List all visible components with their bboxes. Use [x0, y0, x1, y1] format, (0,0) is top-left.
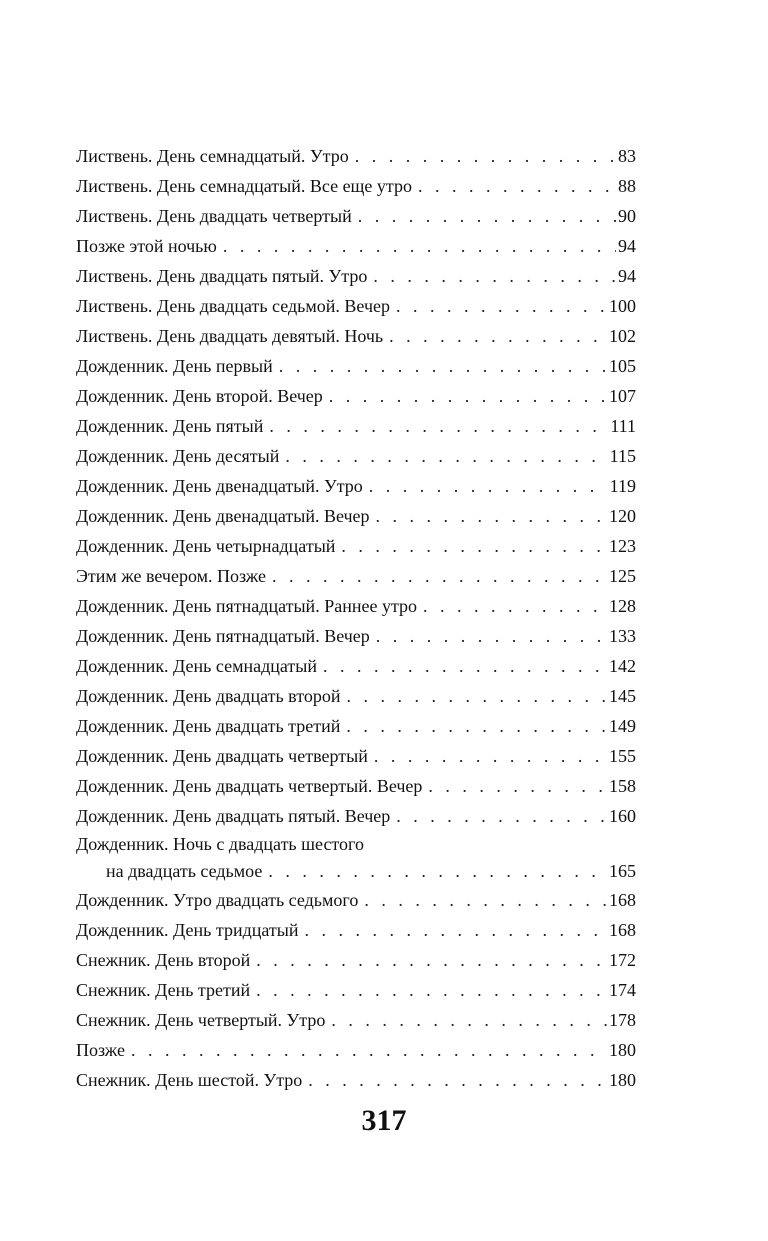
toc-entry-title: Листвень. День семнадцатый. Утро	[76, 146, 349, 166]
toc-entry-page: 115	[609, 446, 636, 466]
dot-leader	[389, 321, 607, 351]
toc-entry-title: Снежник. День шестой. Утро	[76, 1070, 303, 1090]
toc-entry-title: Дожденник. День двенадцатый. Утро	[76, 476, 363, 496]
toc-entry-page: 133	[609, 626, 636, 646]
toc-entry-page: 180	[609, 1040, 636, 1060]
toc-entry	[76, 975, 636, 1005]
toc-entry	[76, 915, 636, 945]
dot-leader	[285, 441, 607, 471]
toc-entry-page: 125	[609, 566, 636, 586]
toc-entry	[76, 801, 636, 831]
toc-entry-page: 105	[609, 356, 636, 376]
toc-entry-page: 160	[609, 806, 636, 826]
toc-entry-title: Листвень. День двадцать пятый. Утро	[76, 266, 368, 286]
toc-entry	[76, 711, 636, 741]
dot-leader	[256, 945, 607, 975]
toc-entry	[76, 291, 636, 321]
toc-entry	[76, 1065, 636, 1095]
toc-entry-title: Снежник. День третий	[76, 980, 251, 1000]
toc-entry-page: 174	[609, 980, 636, 1000]
toc-entry	[76, 441, 636, 471]
toc-entry-title: Дожденник. День десятый	[76, 446, 280, 466]
dot-leader	[364, 885, 607, 915]
toc-entry-title: Дожденник. День двадцать четвертый. Вечер	[76, 776, 423, 796]
toc-entry-page: 119	[609, 476, 636, 496]
dot-leader	[341, 531, 607, 561]
dot-leader	[131, 1035, 607, 1065]
toc-entry-page: 128	[609, 596, 636, 616]
toc-entry	[76, 831, 636, 885]
dot-leader	[369, 471, 608, 501]
toc-entry	[76, 201, 636, 231]
toc-entry-title: Дожденник. День двадцать второй	[76, 686, 341, 706]
dot-leader	[323, 651, 607, 681]
dot-leader	[279, 351, 607, 381]
toc-entry	[76, 231, 636, 261]
toc-entry	[76, 591, 636, 621]
dot-leader	[428, 771, 607, 801]
toc-entry-page: 83	[618, 146, 636, 166]
toc-entry-page: 149	[609, 716, 636, 736]
dot-leader	[331, 1005, 607, 1035]
toc-entry-title: Дожденник. Ночь с двадцать шестого	[76, 834, 364, 854]
toc-entry-page: 94	[618, 266, 636, 286]
toc-entry-page: 94	[618, 236, 636, 256]
toc-entry-page: 90	[618, 206, 636, 226]
toc-entry-page: 123	[609, 536, 636, 556]
table-of-contents	[76, 141, 636, 1095]
toc-entry	[76, 945, 636, 975]
toc-entry-title: Дожденник. День пятнадцатый. Раннее утро	[76, 596, 418, 616]
toc-entry	[76, 321, 636, 351]
dot-leader	[396, 801, 607, 831]
toc-entry	[76, 651, 636, 681]
dot-leader	[423, 591, 607, 621]
toc-entry-title: Дожденник. День четырнадцатый	[76, 536, 336, 556]
dot-leader	[418, 171, 616, 201]
toc-entry	[76, 171, 636, 201]
toc-entry-title: Дожденник. День пятнадцатый. Вечер	[76, 626, 370, 646]
dot-leader	[358, 201, 616, 231]
dot-leader	[347, 681, 608, 711]
toc-entry-title: Дожденник. День второй. Вечер	[76, 386, 323, 406]
toc-entry-page: 172	[609, 950, 636, 970]
toc-entry-page: 155	[609, 746, 636, 766]
dot-leader	[346, 711, 607, 741]
dot-leader	[396, 291, 607, 321]
toc-entry-page: 120	[609, 506, 636, 526]
toc-entry-page: 88	[618, 176, 636, 196]
dot-leader	[272, 561, 607, 591]
dot-leader	[305, 915, 607, 945]
toc-entry-page: 165	[609, 861, 636, 881]
toc-entry	[76, 1005, 636, 1035]
toc-entry-title: Листвень. День семнадцатый. Все еще утро	[76, 176, 412, 196]
toc-entry-page: 180	[609, 1070, 636, 1090]
toc-entry-title-continued: на двадцать седьмое	[106, 861, 263, 881]
toc-entry	[76, 351, 636, 381]
toc-entry	[76, 411, 636, 441]
toc-entry-page: 107	[609, 386, 636, 406]
toc-entry-page: 145	[609, 686, 636, 706]
toc-entry	[76, 501, 636, 531]
toc-entry-title: Листвень. День двадцать девятый. Ночь	[76, 326, 384, 346]
toc-entry-title: Дожденник. День двадцать четвертый	[76, 746, 368, 766]
dot-leader	[269, 411, 608, 441]
toc-entry	[76, 771, 636, 801]
toc-entry-title: Позже этой ночью	[76, 236, 217, 256]
page-number: 317	[361, 1104, 407, 1137]
toc-entry	[76, 381, 636, 411]
dot-leader	[329, 381, 607, 411]
toc-entry-page: 168	[609, 920, 636, 940]
toc-entry-title: Снежник. День второй	[76, 950, 251, 970]
toc-entry-title: Листвень. День двадцать четвертый	[76, 206, 352, 226]
dot-leader	[376, 621, 607, 651]
toc-entry-title: Дожденник. День двадцать пятый. Вечер	[76, 806, 391, 826]
toc-entry-page: 100	[609, 296, 636, 316]
toc-entry	[76, 621, 636, 651]
dot-leader	[355, 141, 616, 171]
toc-entry-title: Этим же вечером. Позже	[76, 566, 266, 586]
toc-entry-title: Дожденник. День двенадцатый. Вечер	[76, 506, 370, 526]
toc-entry-title: Позже	[76, 1040, 125, 1060]
toc-entry-page: 158	[609, 776, 636, 796]
toc-entry	[76, 561, 636, 591]
toc-entry-continuation	[76, 857, 636, 885]
toc-entry	[76, 471, 636, 501]
dot-leader	[223, 231, 616, 261]
toc-entry	[76, 531, 636, 561]
toc-entry-title: Дожденник. Утро двадцать седьмого	[76, 890, 359, 910]
dot-leader	[256, 975, 607, 1005]
toc-entry-title: Дожденник. День семнадцатый	[76, 656, 318, 676]
toc-entry-page: 142	[609, 656, 636, 676]
toc-entry	[76, 741, 636, 771]
toc-entry	[76, 261, 636, 291]
toc-entry-page: 178	[609, 1010, 636, 1030]
toc-entry-title: Дожденник. День первый	[76, 356, 273, 376]
toc-entry-title: Дожденник. День тридцатый	[76, 920, 299, 940]
toc-entry	[76, 681, 636, 711]
dot-leader	[374, 741, 607, 771]
toc-entry-page: 168	[609, 890, 636, 910]
toc-entry-title: Дожденник. День двадцать третий	[76, 716, 341, 736]
toc-entry-page: 102	[609, 326, 636, 346]
toc-entry-title: Листвень. День двадцать седьмой. Вечер	[76, 296, 390, 316]
toc-entry-title: Дожденник. День пятый	[76, 416, 264, 436]
toc-entry-title: Снежник. День четвертый. Утро	[76, 1010, 326, 1030]
dot-leader	[268, 857, 607, 885]
dot-leader	[376, 501, 607, 531]
toc-entry-page: 111	[610, 416, 636, 436]
toc-entry	[76, 885, 636, 915]
dot-leader	[373, 261, 616, 291]
dot-leader	[308, 1065, 607, 1095]
toc-entry	[76, 1035, 636, 1065]
toc-entry	[76, 141, 636, 171]
